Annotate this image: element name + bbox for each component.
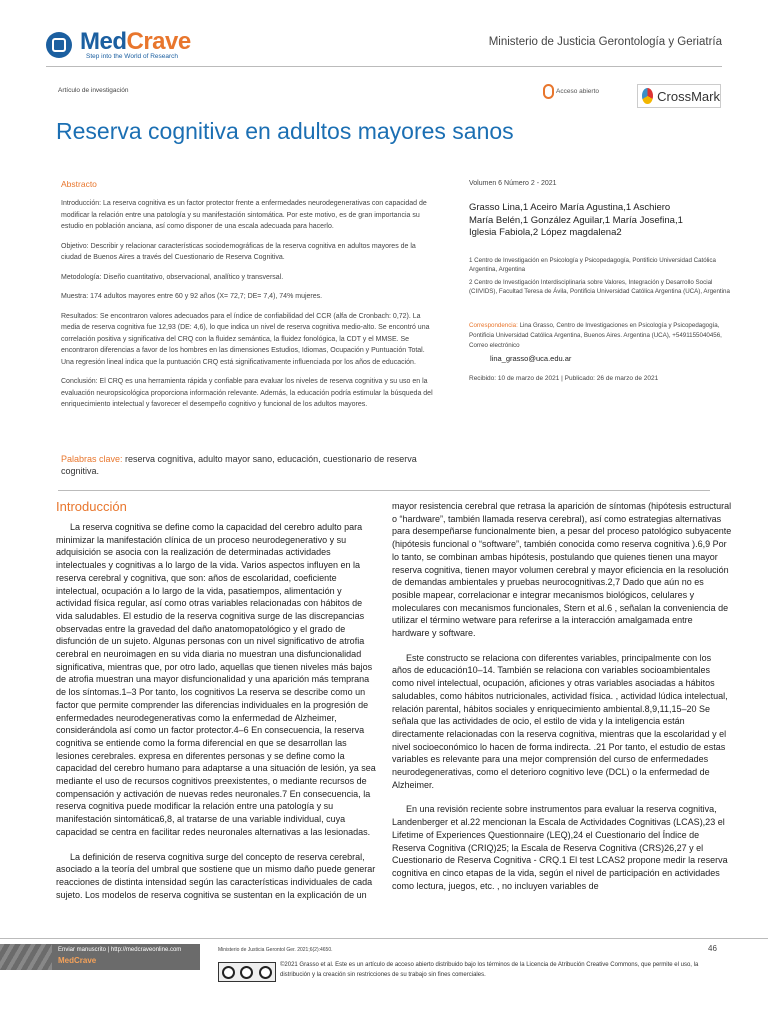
footer-citation: Ministerio de Justicia Gerontol Ger. 2021;6(2):4650. bbox=[218, 947, 333, 953]
intro-left-column bbox=[56, 521, 377, 913]
dates: Recibido: 10 de marzo de 2021 | Publicado: 26 de marzo de 2021 bbox=[469, 375, 659, 382]
page-number: 46 bbox=[708, 944, 717, 953]
authors: Grasso Lina,1 Aceiro María Agustina,1 Aschiero María Belén,1 González Aguilar,1 María Josefina,1 Iglesia Fabiola,2 López magdalena2 bbox=[469, 202, 683, 238]
medcrave-logo[interactable] bbox=[46, 28, 196, 62]
nc-icon bbox=[259, 966, 272, 979]
intro-right-column bbox=[392, 500, 732, 904]
submit-manuscript-link[interactable]: Enviar manuscrito | http://medcraveonline.com bbox=[58, 947, 182, 953]
volume-info: Volumen 6 Número 2 - 2021 bbox=[469, 180, 557, 187]
introduction-heading: Introducción bbox=[56, 499, 127, 514]
affiliations bbox=[469, 256, 731, 300]
footer-stripe bbox=[0, 944, 52, 970]
medcrave-logo-icon bbox=[46, 32, 72, 58]
intro-paragraph: En una revisión reciente sobre instrumentos para evaluar la reserva cognitiva, Landenberger et al.22 mencionan la Escala de Actividades Cognitivas (LCAS),23 el Lifetime of Experiences Questionnaire (LEQ),24 el Cuestionario del Índice de Reserva Cognitiva (CRIQ)25; la Escala de Reserva Cognitiva (CRS)26,27 y el Cuestionario de Reserva Cognitiva - CRQ.1 El test LCAS2 propone medir la reserva cognitiva en cinco etapas de la vida, según el nivel de participación en actividades como lectura, juegos, etc. , no incluyen variables de bbox=[392, 804, 728, 891]
abstract-methodology: Metodología: Diseño cuantitativo, observacional, analítico y transversal. bbox=[61, 273, 284, 281]
abstract-sample: Muestra: 174 adultos mayores entre 60 y 92 años (X= 72,7; DE= 7,4), 74% mujeres. bbox=[61, 293, 323, 300]
crossmark-button[interactable]: CrossMark bbox=[637, 84, 721, 108]
open-access-icon bbox=[543, 84, 554, 99]
open-access-badge[interactable]: Acceso abierto bbox=[543, 84, 599, 99]
affiliation-2: 2 Centro de Investigación Interdisciplinaria sobre Valores, Integración y Desarrollo Social (CIIVIDS), Facultad Teresa de Ávila, Pontificia Universidad Católica Argentina (UCA), Argentina bbox=[469, 279, 730, 295]
footer-logo: MedCrave bbox=[58, 956, 97, 965]
logo-wordmark: MedCrave bbox=[80, 28, 191, 55]
intro-paragraph: La definición de reserva cognitiva surge del concepto de reserva cerebral, asociado a la teoría del umbral que sostiene que un mismo daño puede generar reacciones de distinta intensidad según las características individuales de cada sujeto. Los modelos de reserva cognitiva se sustentan en la explicación de un bbox=[56, 851, 376, 900]
email-link[interactable]: lina_grasso@uca.edu.ar bbox=[490, 354, 572, 363]
abstract-objective: Objetivo: Describir y relacionar características sociodemográficas de la reserva cognitiva en adultos mayores de la ciudad de Buenos Aires a través del Cuestionario de Reserva Cognitiva. bbox=[61, 242, 416, 261]
section-divider bbox=[58, 490, 710, 491]
correspondence: Correspondencia: Lina Grasso, Centro de Investigaciones en Psicología y Psicopedagogía, Pontificia Universidad Católica Argentina, Buenos Aires. Argentina (UCA), +5491155040456, Correo electrónico bbox=[469, 322, 722, 349]
license-text: ©2021 Grasso et al. Este es un artículo de acceso abierto distribuido bajo los términos de la Licencia de Atribución Creative Commons, que permite el uso, la distribución y la creación sin restricciones de su trabajo sin fines comerciales. bbox=[280, 962, 699, 978]
abstract-conclusion: Conclusión: El CRQ es una herramienta rápida y confiable para evaluar los niveles de reserva cognitiva y su uso en la evaluación neuropsicológica proporciona información relevante. Además, la educación podría estimular la búsqueda del enriquecimiento intelectual y favorecer el desempeño cognitivo y funcional de los adultos mayores. bbox=[61, 378, 433, 408]
creative-commons-icon[interactable] bbox=[218, 962, 276, 982]
crossmark-icon bbox=[642, 88, 653, 104]
intro-paragraph: Este constructo se relaciona con diferentes variables, principalmente con los años de educación10–14. También se relaciona con variables socioambientales como nivel intelectual, ocupación, aficiones y otras variables asociadas a hábitos saludables, como hábitos nutricionales, actividad física. , actividad lúdica intelectual, relación parental, hábitos sociales y enriquecimiento ambiental.8,9,11,15–20 Se señala que las actividades de ocio, el estilo de vida y la inteligencia están directamente relacionadas con la reserva cognitiva, mientras que la escolaridad y el nivel socioeconómico lo hacen de forma indirecta. .21 Por tanto, el estudio de estas variables es relevante para una mejor comprensión del curso de enfermedades neurodegenerativas, como el deterioro cognitivo leve (DCL) o la enfermedad de Alzheimer. bbox=[392, 652, 728, 790]
logo-tagline: Step into the World of Research bbox=[86, 53, 179, 60]
journal-name: Ministerio de Justicia Gerontología y Geriatría bbox=[488, 36, 722, 48]
keywords-label: Palabras clave: bbox=[61, 454, 123, 464]
correspondence-label: Correspondencia: bbox=[469, 322, 518, 329]
keywords bbox=[61, 454, 437, 477]
article-type: Artículo de investigación bbox=[58, 87, 129, 94]
abstract-results: Resultados: Se encontraron valores adecuados para el índice de confiabilidad del CCR (alfa de Cronbach: 0,72). La media de reserva cognitiva fue 12,93 (DE: 4,6), lo que indica un nivel de reserva cognitiva medio-alto. Se encontró una correlación positiva y significativa del CRQ con la fluidez semántica, la fluidez fonológica, la CDT y el MMSE. Se encontraron diferencias a favor de los hombres en las dimensiones Estudios, Idiomas, Ocupación y Puntuación Total. Una regresión lineal indica que la puntuación CRQ está significativamente influenciada por los años de educación. bbox=[61, 312, 430, 366]
abstract-body bbox=[61, 198, 437, 419]
intro-paragraph: La reserva cognitiva se define como la capacidad del cerebro adulto para minimizar la manifestación clínica de un proceso neurodegenerativo y su adquisición se asocia con la realización de determinadas actividades intelectuales y cognitivas a lo largo de la vida. Varios aspectos influyen en la reserva cerebral y cognitiva, que son: años de escolaridad, coeficiente intelectual, ocupación a lo largo de la vida, pasatiempos, alimentación y actividad física regular, así como otras variables relacionadas con hábitos de vida saludables. El estudio de la reserva cognitiva surge de las discrepancias observadas entre la gravedad del daño anatomopatológico y el grado de disfunción de un sujeto. Algunas personas con un nivel significativo de atrofia cerebral en neuroimagen en su vida diaria no muestran una disfuncionalidad significativa, mientras que, por otro lado, aquellas que tienen niveles más bajos de atrofia muestran una mayor disfuncionalidad y una aparición más temprana de los síntomas.1–3 Por tanto, los cognitivos La reserva se describe como un factor que permite comprender las diferencias individuales en la progresión de enfermedades neurodegenerativas como la enfermedad de Alzheimer, considerándola así como un factor protector.4–6 En consecuencia, la reserva cognitiva se entiende como la forma diferencial en que se desarrollan las lesiones cerebrales. expresa en diferentes personas y se define como la capacidad del cerebro humano para adaptarse a una situación de lesión, ya sea mediante el uso de recursos cognitivos preexistentes, o mediante recursos de compensación y activación de nuevas redes neuronales.7 En consecuencia, la reserva cognitiva puede modificar la relación entre una patología y su manifestación sintomática6,8, al tratarse de una variable individual, cuya capacidad se centra en facilitar redes neuronales alternativas a las lesionadas. bbox=[56, 522, 376, 837]
cc-icon bbox=[222, 966, 235, 979]
abstract-heading: Abstracto bbox=[61, 179, 97, 189]
abstract-intro: Introducción: La reserva cognitiva es un factor protector frente a enfermedades neurodegenerativas con capacidad de modificar la relación entre una patología y su manifestación sintomática. Por este motivo, es de gran importancia su estudio en población anciana, así como disponer de una escala adecuada para hacerlo. bbox=[61, 200, 427, 230]
footer-divider bbox=[0, 938, 768, 939]
affiliation-1: 1 Centro de Investigación en Psicología y Psicopedagogía, Pontificio Universidad Católica Argentina, Argentina bbox=[469, 257, 716, 273]
intro-paragraph: mayor resistencia cerebral que retrasa la aparición de síntomas (hipótesis estructural o “hardware”, también llamada reserva cerebral), así como estrategias alternativas para desempeñarse funcionalmente bien, a pesar del proceso patológico subyacente (hipótesis funcional o “software”, también conocida como reserva cognitiva ).6,9 Por lo tanto, se combinan ambas hipótesis, postulando que quienes tienen una mayor reserva cognitiva, tienen mayor volumen cerebral y mayor eficiencia en la resolución de demandas ambientales y pruebas neurocognitivas.2,7 Dado que aún no es posible mapear, correlacionar e integrar mecanismos biológicos, celulares y moleculares con mecanismos funcionales, Stern et al.6 , señalan la conveniencia de utilizar el término wetware para referirse a la interacción amalgamada entre hardware y software. bbox=[392, 501, 732, 639]
article-title: Reserva cognitiva en adultos mayores sanos bbox=[56, 118, 514, 144]
keywords-text: reserva cognitiva, adulto mayor sano, educación, cuestionario de reserva cognitiva. bbox=[61, 454, 417, 476]
by-icon bbox=[240, 966, 253, 979]
header-divider bbox=[46, 66, 722, 67]
